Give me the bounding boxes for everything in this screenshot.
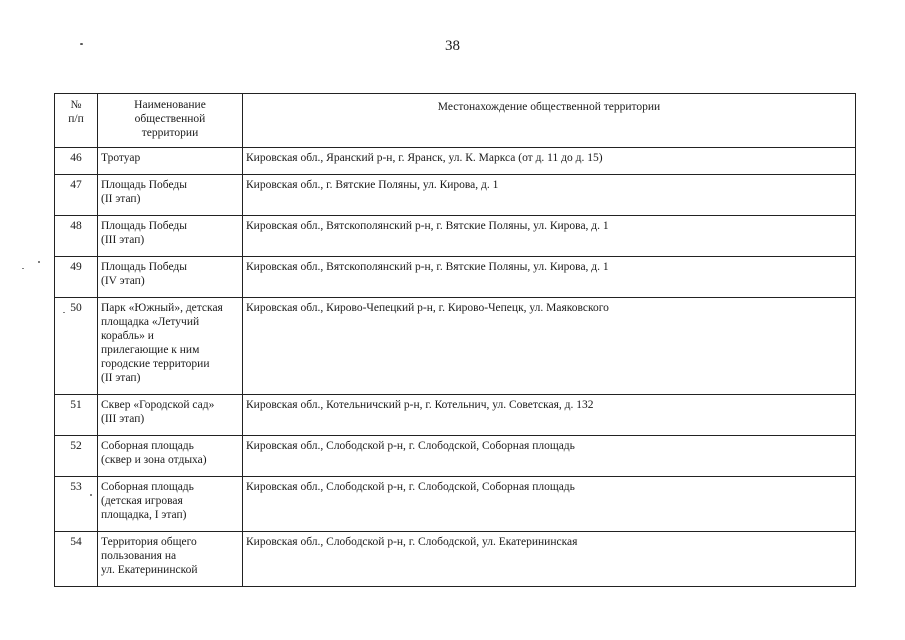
territories-table — [54, 93, 856, 587]
header-location: Местонахождение общественной территории — [243, 94, 856, 148]
table-row — [55, 175, 856, 216]
row-number: 48 — [55, 216, 98, 257]
scan-speck — [90, 494, 92, 496]
row-location: Кировская обл., Вятскополянский р-н, г. Вятские Поляны, ул. Кирова, д. 1 — [243, 216, 856, 257]
row-name: Тротуар — [98, 148, 243, 175]
table-row — [55, 395, 856, 436]
scan-speck — [38, 261, 40, 263]
row-number: 54 — [55, 532, 98, 587]
scan-speck — [22, 268, 24, 269]
row-number: 53 — [55, 477, 98, 532]
scan-speck — [80, 43, 83, 45]
row-name: Территория общего пользования на ул. Екатерининской — [98, 532, 243, 587]
row-name: Сквер «Городской сад» (III этап) — [98, 395, 243, 436]
row-location: Кировская обл., Вятскополянский р-н, г. Вятские Поляны, ул. Кирова, д. 1 — [243, 257, 856, 298]
row-location: Кировская обл., Слободской р-н, г. Слободской, ул. Екатерининская — [243, 532, 856, 587]
table-row — [55, 532, 856, 587]
row-location: Кировская обл., Яранский р-н, г. Яранск, ул. К. Маркса (от д. 11 до д. 15) — [243, 148, 856, 175]
table-header-row — [55, 94, 856, 148]
row-number: 47 — [55, 175, 98, 216]
row-number: 51 — [55, 395, 98, 436]
table-row — [55, 257, 856, 298]
row-location: Кировская обл., Кирово-Чепецкий р-н, г. Кирово-Чепецк, ул. Маяковского — [243, 298, 856, 395]
row-number: 50 — [55, 298, 98, 395]
row-name: Площадь Победы (IV этап) — [98, 257, 243, 298]
row-location: Кировская обл., г. Вятские Поляны, ул. Кирова, д. 1 — [243, 175, 856, 216]
table-row — [55, 436, 856, 477]
row-number: 46 — [55, 148, 98, 175]
row-name: Парк «Южный», детская площадка «Летучий корабль» и прилегающие к ним городские территории (II этап) — [98, 298, 243, 395]
row-location: Кировская обл., Слободской р-н, г. Слободской, Соборная площадь — [243, 477, 856, 532]
row-name: Соборная площадь (детская игровая площадка, I этап) — [98, 477, 243, 532]
row-location: Кировская обл., Слободской р-н, г. Слободской, Соборная площадь — [243, 436, 856, 477]
row-name: Площадь Победы (II этап) — [98, 175, 243, 216]
row-name: Площадь Победы (III этап) — [98, 216, 243, 257]
row-number: 49 — [55, 257, 98, 298]
table-row — [55, 148, 856, 175]
header-number: № п/п — [55, 94, 98, 148]
page-number: 38 — [445, 38, 460, 54]
table-row — [55, 216, 856, 257]
table-row — [55, 298, 856, 395]
row-name: Соборная площадь (сквер и зона отдыха) — [98, 436, 243, 477]
header-name: Наименование общественной территории — [98, 94, 243, 148]
scan-speck — [63, 312, 65, 313]
row-location: Кировская обл., Котельничский р-н, г. Котельнич, ул. Советская, д. 132 — [243, 395, 856, 436]
row-number: 52 — [55, 436, 98, 477]
table-row — [55, 477, 856, 532]
